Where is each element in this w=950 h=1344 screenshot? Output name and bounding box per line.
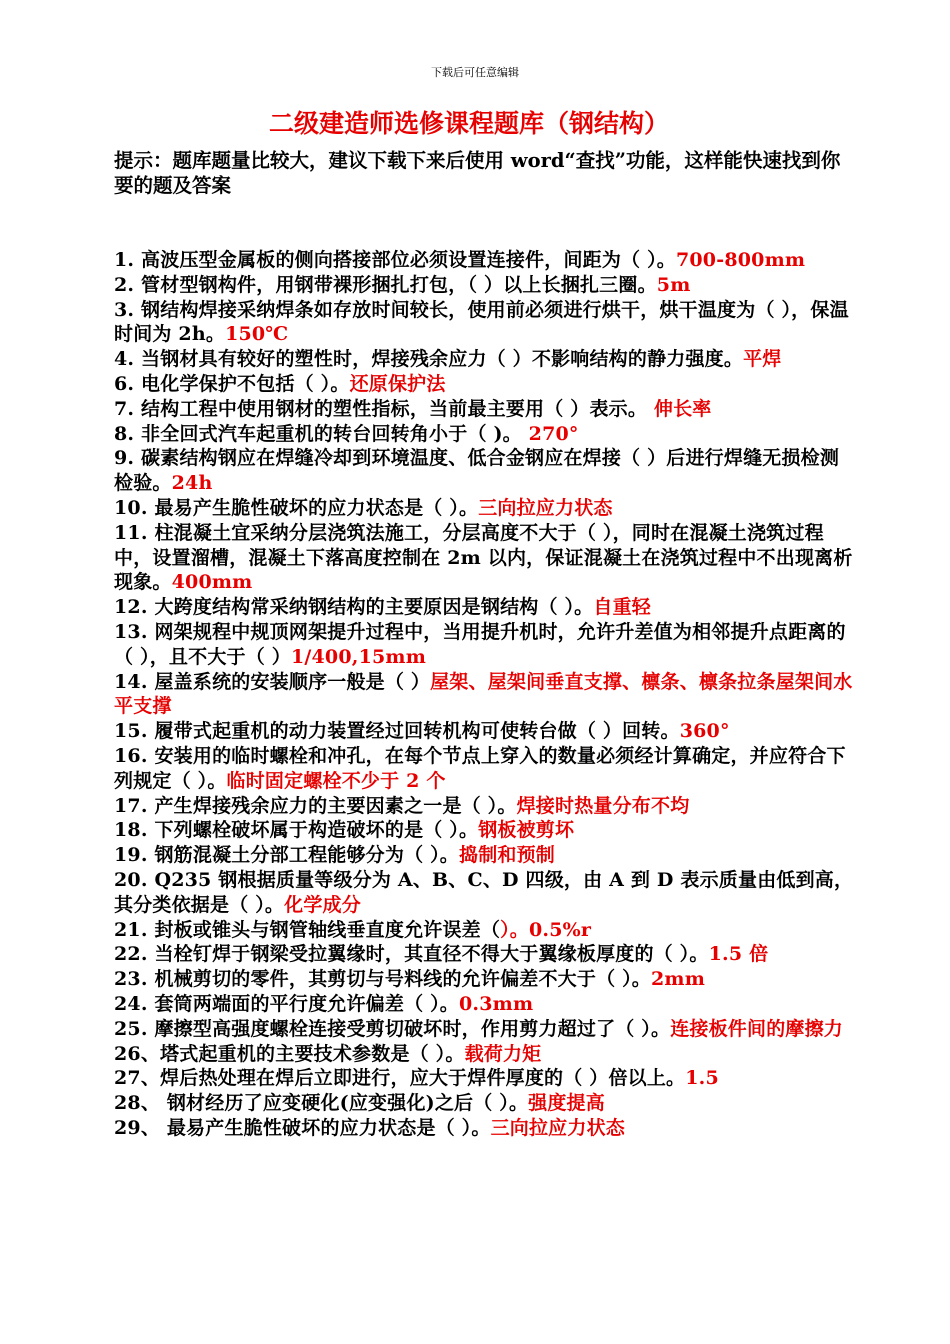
question-item (114, 372, 854, 397)
question-text: 28、 钢材经历了应变硬化(应变强化)之后（ ）。 (114, 1092, 529, 1115)
question-item (114, 397, 854, 422)
question-text: 3. 钢结构焊接采纳焊条如存放时间较长，使用前必须进行烘干，烘干温度为（ ），保温时间为 2h。 (114, 298, 849, 346)
answer-text: 三向拉应力状态 (478, 496, 613, 519)
answer-text: 360° (679, 720, 730, 743)
document-title: 二级建造师选修课程题库（钢结构） (268, 109, 669, 138)
question-text: 19. 钢筋混凝土分部工程能够分为（ ）。 (114, 844, 459, 867)
question-item (114, 1017, 854, 1042)
question-item (114, 992, 854, 1017)
question-item (114, 744, 854, 794)
question-item (114, 719, 854, 744)
question-item (114, 521, 854, 595)
question-text: 21. 封板或锥头与钢管轴线垂直度允许误差（ (114, 918, 501, 941)
question-text: 17. 产生焊接残余应力的主要因素之一是（ ）。 (114, 794, 517, 817)
question-item (114, 496, 854, 521)
question-text: 8. 非全回式汽车起重机的转台回转角小于（ )。 (114, 422, 529, 445)
question-item (114, 248, 854, 273)
question-text: 11. 柱混凝土宜采纳分层浇筑法施工，分层高度不大于（ ），同时在混凝土浇筑过程中，设置溜槽，混凝土下落高度控制在 2m 以内，保证混凝土在浇筑过程中不出现离析现象。 (114, 521, 853, 594)
question-item (114, 868, 854, 918)
answer-text: 伸长率 (653, 397, 712, 420)
question-item (114, 446, 854, 496)
question-text: 15. 履带式起重机的动力装置经过回转机构可使转台做（ ）回转。 (114, 720, 680, 743)
question-text: 2. 管材型钢构件，用钢带裸形捆扎打包，（ ）以上长捆扎三圈。 (114, 273, 657, 296)
answer-text: 1/400,15mm (290, 645, 427, 668)
answer-text: 临时固定螺栓不少于 2 个 (226, 769, 446, 792)
answer-text: 化学成分 (284, 893, 361, 916)
question-text: 22. 当栓钉焊于钢梁受拉翼缘时，其直径不得大于翼缘板厚度的（ ）。 (114, 943, 709, 966)
question-item (114, 670, 854, 720)
question-text: 26、塔式起重机的主要技术参数是（ ）。 (114, 1042, 465, 1065)
question-item (114, 595, 854, 620)
question-text: 13. 网架规程中规顶网架提升过程中，当用提升机时，允许升差值为相邻提升点距离的（ ），且不大于（ ） (114, 620, 846, 668)
answer-text: 270° (528, 422, 579, 445)
answer-text: 强度提高 (528, 1092, 605, 1115)
answer-text: 还原保护法 (349, 372, 446, 395)
question-text: 16. 安装用的临时螺栓和冲孔，在每个节点上穿入的数量必须经计算确定，并应符合下列规定（ ）。 (114, 744, 846, 792)
answer-text: 24h (171, 472, 213, 495)
question-item (114, 967, 854, 992)
question-item (114, 818, 854, 843)
answer-text: 平焊 (743, 348, 782, 371)
answer-text: 700-800mm (675, 249, 806, 271)
question-text: 23. 机械剪切的零件，其剪切与号料线的允许偏差不大于（ ）。 (114, 968, 651, 991)
question-item (114, 1116, 854, 1141)
answer-text: 150℃ (225, 323, 289, 346)
answer-text: 捣制和预制 (459, 844, 556, 867)
answer-text: 载荷力矩 (464, 1042, 542, 1065)
answer-text: 1.5 倍 (708, 943, 769, 966)
answer-text: 焊接时热量分布不均 (516, 794, 690, 817)
answer-text: 400mm (171, 571, 253, 594)
question-item (114, 298, 854, 348)
answer-text: 0.3mm (459, 992, 534, 1015)
question-text: 12. 大跨度结构常采纳钢结构的主要原因是钢结构（ ）。 (114, 596, 594, 619)
question-text: 6. 电化学保护不包括（ ）。 (114, 372, 350, 395)
question-text: 24. 套筒两端面的平行度允许偏差（ ）。 (114, 992, 459, 1015)
answer-text: 自重轻 (593, 596, 651, 619)
answer-text: 5m (656, 273, 691, 296)
answer-text: 钢板被剪坏 (478, 819, 575, 842)
question-text: 4. 当钢材具有较好的塑性时，焊接残余应力（ ）不影响结构的静力强度。 (114, 348, 744, 371)
question-text: 10. 最易产生脆性破坏的应力状态是（ ）。 (114, 496, 479, 519)
question-item (114, 1066, 854, 1091)
answer-text: 1.5 (685, 1067, 719, 1090)
header-note: 下载后可任意编辑 (431, 66, 519, 79)
question-item (114, 273, 854, 298)
question-item (114, 843, 854, 868)
answer-text: 2mm (651, 968, 706, 991)
question-text: 20. Q235 钢根据质量等级分为 A、B、C、D 四级，由 A 到 D 表示质量由低到高，其分类依据是（ ）。 (114, 868, 854, 916)
answer-text: 屋架、屋架间垂直支撑、檩条、檩条拉条屋架间水平支撑 (114, 670, 853, 718)
answer-text: 三向拉应力状态 (490, 1116, 625, 1139)
question-item (114, 1091, 854, 1116)
question-text: 7. 结构工程中使用钢材的塑性指标，当前最主要用（ ）表示。 (114, 397, 654, 420)
question-item (114, 942, 854, 967)
tip-paragraph: 提示：题库题量比较大，建议下载下来后使用 word“查找”功能，这样能快速找到你要的题及答案 (114, 149, 841, 197)
question-text: 1. 高波压型金属板的侧向搭接部位必须设置连接件，间距为（ ）。 (114, 249, 676, 271)
question-item (114, 422, 854, 447)
question-text: 18. 下列螺栓破坏属于构造破坏的是（ ）。 (114, 819, 479, 842)
question-item (114, 620, 854, 670)
question-list (114, 248, 854, 1141)
question-text: 27、焊后热处理在焊后立即进行，应大于焊件厚度的（ ）倍以上。 (114, 1067, 686, 1090)
answer-text: ）。0.5%r (500, 918, 592, 941)
answer-text: 连接板件间的摩擦力 (670, 1017, 843, 1040)
question-item (114, 347, 854, 372)
question-item (114, 794, 854, 819)
question-text: 14. 屋盖系统的安装顺序一般是（ ） (114, 670, 431, 693)
question-text: 25. 摩擦型高强度螺栓连接受剪切破坏时，作用剪力超过了（ ）。 (114, 1017, 671, 1040)
question-text: 29、 最易产生脆性破坏的应力状态是（ ）。 (114, 1116, 491, 1139)
question-item (114, 1042, 854, 1067)
question-item (114, 918, 854, 943)
question-text: 9. 碳素结构钢应在焊缝冷却到环境温度、低合金钢应在焊接（ ）后进行焊缝无损检测检验。 (114, 447, 840, 495)
